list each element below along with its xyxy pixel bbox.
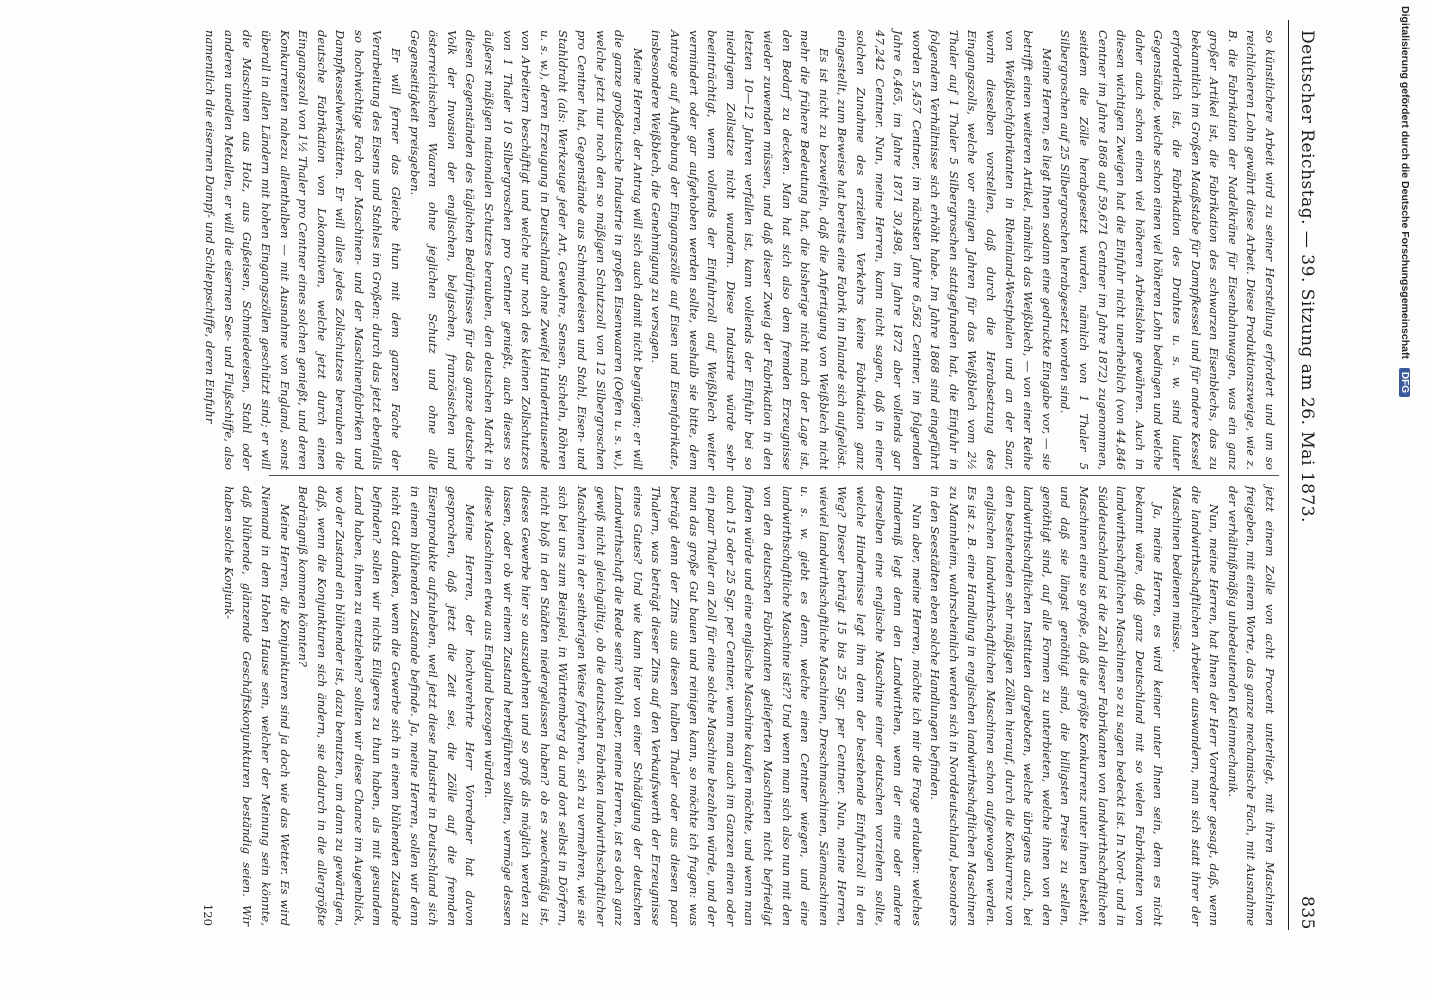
running-title: Deutscher Reichstag. — 39. Sitzung am 26. Mai 1873. xyxy=(1297,30,1317,523)
paragraph: so künstlichere Arbeit wird zu seiner Herstellung erfordert und um so reichlicheren Lohn gewährt diese Arbeit. Diese Produktionszweige, wie z. B. die Fabrikation der Nadelkräne für Eisenbahnwagen, was ein ganz großer Artikel ist, die Fabrikation des schwarzen Eisenblechs, das zu bekanntlich im Großen Maaßstabe für Dampfkessel und für andere Kessel erforderlich ist, die Fabrikation des Drahtes u. s. w. sind lauter Gegenstände, welche schon einen viel höheren Lohn bedingen und welche daher auch schon einen viel höheren Arbeitslohn gewähren. Auch in diesen wichtigen Zweigen hat die Einfuhr nicht unerheblich (von 44,846 Centner im Jahre 1868 auf 59,671 Centner im Jahre 1872) zugenommen, seitdem die Zölle herabgesetzt wurden, nämlich von 1 Thaler 5 Silbergroschen auf 25 Silbergroschen herabgesetzt worden sind. xyxy=(1058,30,1277,470)
header-rule xyxy=(1288,20,1289,930)
right-column xyxy=(199,486,1279,926)
paragraph: Es ist nicht zu bezweifeln, daß die Anfertigung von Weißblech nicht mehr die frühere Bedeutung hat, die bisherige nicht nach der Lage ist, den Bedarf zu decken. Man hat sich also dem fremden Erzeugnisse wieder zuwenden müssen, und daß dieser Zweig der Fabrikation in den letzten 10—12 Jahren verfallen ist, kann vollends der Einfuhr bei so niedrigem Zollsatze nicht wundern. Diese Industrie würde sehr beeinträchtigt, wenn vollends der Einfuhrzoll auf Weißblech weiter vermindert oder gar aufgehoben werden sollte, weshalb sie bitte, dem Antrage auf Aufhebung der Eingangszölle auf Eisen und Eisenfabrikate, insbesondere Weißblech, die Genehmigung zu versagen. xyxy=(649,30,831,470)
column-divider xyxy=(269,475,1279,476)
paragraph: Meine Herren, die Konjunkturen sind ja doch wie das Wetter. Es wird Niemand in dem Hohen Hause sein, welcher der Meinung sein könnte, daß blühende, glänzende Geschäftskonjunkturen beständig seien. Wir haben solche Konjunk- xyxy=(221,486,292,926)
page-header xyxy=(1291,20,1325,940)
paragraph: Er will ferner das Gleiche thun mit dem ganzen Fache der Verarbeitung des Eisens und Stahles im Großen: durch das jetzt ebenfalls so hochwichtige Fach der Maschinen- und der Maschinenfabriken und Dampfkesselwerkstätten. Er will alles jedes Zollschutzes berauben die deutsche Fabrikation von Lokomotiven, welche jetzt durch einen Eingangszoll von 1½ Thaler pro Centner eines solchen genießt, und deren Konkurrenten nahezu allenthalben — mit Ausnahme von England, sonst überall in allen Ländern mit hohen Eingangszöllen geschützt sind; er will die Maschinen aus Holz, aus Gußeisen, Schmiedeeisen, Stahl oder anderen unedlen Metallen, er will die eisernen See- und Flußschiffe, also namentlich die eisernen Dampf- und Schleppschiffe, deren Einfuhr xyxy=(203,30,404,470)
paragraph: Meine Herren, der Antrag will sich auch damit nicht begnügen; er will die ganze großdeutsche Industrie in großen Eisenwaaren (Oefen u. s. w.), welche jetzt nur noch den so mäßigen Schutzzoll von 12 Silbergroschen pro Centner hat, Gegenstände aus Schmiedeeisen und Stahl, Eisen- und Stahldraht (als: Werkzeuge jeder Art, Gewehre, Sensen, Sicheln, Röhren u. s. w.), deren Erzeugung in Deutschland ohne Zweifel Hunderttausende von Arbeitern beschäftigt und welche nur noch des kleinen Zollschutzes von 1 Thaler 10 Silbergroschen pro Centner genießt, auch dieses so äußerst mäßigen nationalen Schutzes berauben, den deutschen Markt in diesen Gegenständen des täglichen Bedürfnisses für das ganze deutsche Volk der Invasion der englischen, belgischen, französischen und österreichischen Waaren ohne jeglichen Schutz und ohne alle Gegenseitigkeit preisgeben. xyxy=(407,30,645,470)
paragraph: jetzt einem Zolle von acht Procent unterliegt, mit ihren Maschinen freigeben, mit einem Worte, das ganze mechanische Fach, mit Ausnahme der verhältnißmäßig unbedeutenden Kleinmechanik. xyxy=(1225,486,1277,926)
digitization-credit xyxy=(1391,6,1411,966)
sheet-number: 120 xyxy=(201,903,216,926)
credit-text: Digitalisierung gefördert durch die Deutsche Forschungsgemeinschaft xyxy=(1399,6,1411,359)
paragraph: Meine Herren, der hochverehrte Herr Vorredner hat davon gesprochen, daß jetzt die Zeit sei, die Zölle auf die fremden Eisenprodukte aufzuheben, weil jetzt diese Industrie in Deutschland sich in einem blühenden Zustande befinde. Ja, meine Herren, sollen wir denn nicht Gott danken, wenn die Gewerbe sich in einem blühenden Zustande befinden? sollen wir nichts Eiligeres zu thun haben, als mit gesundem Land haben, ihnen zu entziehen? sollten wir diese Chance im Augenblick, wo der Zustand ein blühender ist, dazu benutzen, um dann zu gewärtigen, daß, wenn die Konjunkturen sich ändern, sie dadurch in die allergrößte Bedrängniß kommen könnten? xyxy=(296,486,478,926)
page-number: 835 xyxy=(1297,896,1317,930)
rotated-page-content xyxy=(25,0,1325,960)
paragraph: Nun, meine Herren, hat Ihnen der Herr Vorredner gesagt, daß, wenn die landwirthschaftlichen Arbeiter auswandern, man sich statt ihrer der Maschinen bedienen müsse. xyxy=(1170,486,1222,926)
dfg-logo: DFG xyxy=(1399,368,1410,397)
paragraph: Nun aber, meine Herren, möchte ich mir die Frage erlauben: welches Hinderniß legt denn den Landwirthen, wenn der eine oder andere derselben eine englische Maschine einer deutschen vorziehen sollte, welche Hindernisse legt ihm denn der bestehende Einfuhrzoll in den Weg? Dieser beträgt 15 bis 25 Sgr. per Centner. Nun, meine Herren, wieviel landwirthschaftliche Maschinen, Dreschmaschinen, Säemaschinen u. s. w. giebt es denn, welche einen Centner wiegen, und eine landwirthschaftliche Maschine ist?? Und wenn man sich also nun mit den von den deutschen Fabrikanten gelieferten Maschinen nicht befriedigt finden würde und eine englische Maschine kaufen möchte, und wenn man auch 15 oder 25 Sgr. per Centner, wenn man auch im Ganzen einen oder ein paar Thaler an Zoll für eine solche Maschine bezahlen würde, und der man das große Gut bauen und reinigen kann, so möchte ich fragen: was beträgt denn der Zins aus diesen halben Thaler oder aus diesen paar Thalern, was beträgt dieser Zins auf den Verkaufswerth der Erzeugnisse eines Gutes? Und wie kann hier von einer Schädigung der deutschen Landwirthschaft die Rede sein? Wohl aber, meine Herren, ist es doch ganz gewiß nicht gleichgültig, ob die deutschen Fabriken landwirthschaftlicher Maschinen in der seitherigen Weise fortfahren, sich zu vermehren, wie sie sich bei uns zum Beispiel, in Württemberg da und dort selbst in Dörfern, nicht bloß in den Städten niedergelassen haben? ob es zweckmäßig ist, dieses Gewerbe hier so auszudehnen und so groß als möglich werden zu lassen, oder ob wir einem Zustand herbeiführen sollten, vermöge dessen diese Maschinen etwa aus England bezogen würden. xyxy=(482,486,924,926)
left-column xyxy=(201,30,1279,470)
paragraph: Meine Herren, es liegt Ihnen sodann eine gedruckte Eingabe vor, — sie betrifft einen weiteren Artikel, nämlich das Weißblech, — von einer Reihe von Weißblechfabrikanten in Rheinland-Westphalen und an der Saar, worin dieselben vorstellen, daß durch die Herabsetzung des Eingangszolls, welche vor einigen Jahren für das Weißblech vom 2½ Thaler auf 1 Thaler 5 Silbergroschen stattgefunden hat, die Einfuhr in folgendem Verhältnisse sich erhöht habe. Im Jahre 1868 sind eingeführt worden 5,457 Centner, im nächsten Jahre 6,562 Centner, im folgenden Jahre 6,465, im Jahre 1871 30,498, im Jahre 1872 aber vollends gar 47,242 Centner. Nun, meine Herren, kann nicht sagen, daß in einer solchen Zunahme des erzielten Verkehrs keine Fabrikation ganz eingestellt, zum Beweise hat bereits eine Fabrik im Inlande sich aufgelöst. xyxy=(835,30,1054,470)
paragraph: Ja, meine Herren, es wird keiner unter Ihnen sein, dem es nicht bekannt wäre, daß ganz Deutschland mit so vielen Fabrikanten von landwirthschaftlichen Maschinen so zu sagen bedeckt ist. In Nord- und in Süddeutschland ist die Zahl dieser Fabrikanten von landwirthschaftlichen Maschinen eine so große, daß die größte Konkurrenz unter ihnen besteht, und daß sie längst genöthigt sind, die billigsten Preise zu stellen, genöthigt sind, auf alle Formen zu unterbieten, welche ihnen von den landwirthschaftlichen Instituten dargeboten, welche übrigens auch, bei den bestehenden sehr mäßigen Zöllen hierauf, durch die Konkurrenz von englischen landwirthschaftlichen Maschinen schon aufgewogen werden. Es ist z. B. eine Handlung in englischen landwirthschaftlichen Maschinen zu Mannheim, wahrscheinlich werden sich in Norddeutschland, besonders in den Seestädten eben solche Handlungen befinden. xyxy=(928,486,1166,926)
